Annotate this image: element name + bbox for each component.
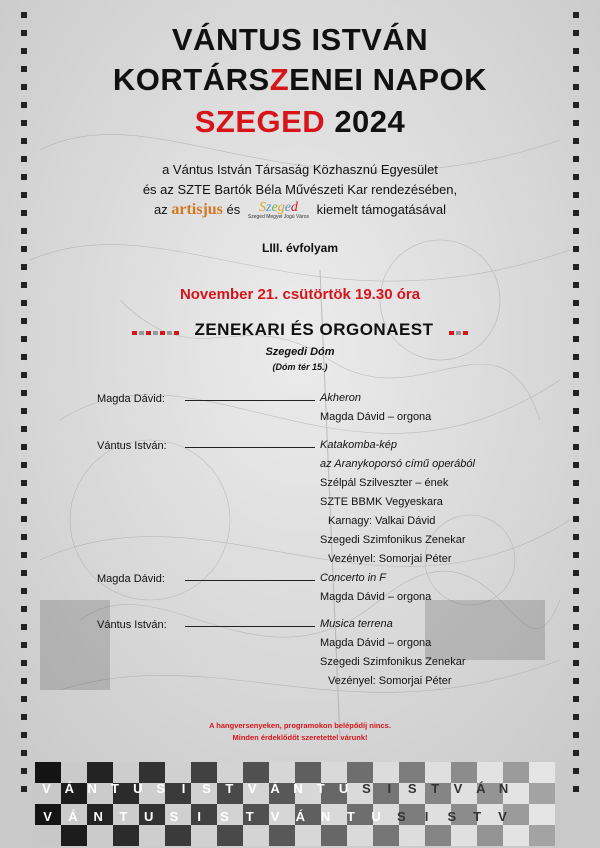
footer-letter: N xyxy=(320,809,331,824)
connector-line xyxy=(185,400,315,401)
checker-cell xyxy=(191,762,217,783)
footer-letter: I xyxy=(424,809,429,824)
artisjus-logo: artisjus xyxy=(171,201,223,218)
checker-cell xyxy=(295,825,321,846)
footer-letter: S xyxy=(202,781,211,796)
footer-letter: Á xyxy=(476,781,486,796)
dash-decoration-right xyxy=(448,322,469,340)
checker-cell xyxy=(87,825,113,846)
footer-letter: I xyxy=(387,781,392,796)
checker-cell xyxy=(451,825,477,846)
title-line-2: KORTÁRSZENEI NAPOK xyxy=(112,62,488,97)
checker-cell xyxy=(295,762,321,783)
checker-cell xyxy=(399,762,425,783)
event-date: November 21. csütörtök 19.30 óra xyxy=(179,286,421,303)
work-details: Akheron Magda Dávid – orgona xyxy=(320,392,432,423)
checker-cell xyxy=(87,762,113,783)
composer-name: Magda Dávid: xyxy=(97,573,165,585)
checker-cell xyxy=(477,762,503,783)
connector-line xyxy=(185,447,315,448)
checker-cell xyxy=(113,762,139,783)
checker-cell xyxy=(191,825,217,846)
title-line-3: SZEGED 2024 xyxy=(194,104,406,139)
checker-cell xyxy=(243,825,269,846)
footer-letter: T xyxy=(225,781,234,796)
checker-cell xyxy=(503,762,529,783)
volume-label: LIII. évfolyam xyxy=(261,241,339,255)
szeged-logo-word: Szeged xyxy=(259,200,298,216)
checker-cell xyxy=(321,762,347,783)
footer-letter: V xyxy=(43,809,52,824)
footer-letter: N xyxy=(93,809,103,824)
checker-cell xyxy=(269,762,295,783)
footer-letter: U xyxy=(338,781,349,796)
checker-cell xyxy=(269,825,295,846)
checker-cell xyxy=(529,762,555,783)
footer-letter: V xyxy=(247,781,257,796)
checker-cell xyxy=(61,825,87,846)
footer-letter: I xyxy=(197,809,202,824)
composer-name: Vántus István: xyxy=(97,440,167,452)
organizer-line: a Vántus István Társaság Közhasznú Egyesület xyxy=(162,162,438,177)
title-line-1: VÁNTUS ISTVÁN xyxy=(171,22,429,57)
checker-cell xyxy=(373,825,399,846)
footer-letters-row-2 xyxy=(35,809,515,824)
checker-cell xyxy=(503,825,529,846)
checker-cell xyxy=(347,825,373,846)
checker-cell xyxy=(451,762,477,783)
footer-letter: N xyxy=(498,781,509,796)
venue-name: Szegedi Dóm xyxy=(265,346,335,358)
footer-letter: V xyxy=(498,809,507,824)
footer-letter: V xyxy=(42,781,51,796)
admission-note: A hangversenyeken, programokon belépődíj nincs. Minden érdeklődőt szeretettel várunk! xyxy=(209,721,391,742)
work-details: Musica terrena Magda Dávid – orgona Szegedi Szimfonikus Zenekar Vezényel: Somorjai Péter xyxy=(320,618,466,687)
footer-letter: S xyxy=(397,809,406,824)
event-title: ZENEKARI ÉS ORGONAEST xyxy=(194,320,434,339)
footer-letter: S xyxy=(220,809,229,824)
footer-letter: U xyxy=(371,809,381,824)
footer-letter: Á xyxy=(270,781,280,796)
footer-letter: T xyxy=(119,809,128,824)
checker-cell xyxy=(217,762,243,783)
footer-letter: U xyxy=(144,809,154,824)
checker-cell xyxy=(529,804,555,825)
footer-letter: Á xyxy=(64,781,74,796)
dash-decoration-left xyxy=(131,322,180,340)
connector-line xyxy=(185,626,315,627)
footer-letter: T xyxy=(473,809,482,824)
footer-letter: S xyxy=(447,809,457,824)
checker-cell xyxy=(35,825,61,846)
checker-cell xyxy=(139,825,165,846)
footer-letter: I xyxy=(181,781,186,796)
footer-letter: U xyxy=(133,781,143,796)
footer-letter: V xyxy=(270,809,280,824)
work-details: Katakomba-kép az Aranykoporsó című operából Szélpál Szilveszter – ének SZTE BBMK Vegyeskara Karnagy: Valkai Dávid Szegedi Szimfonikus Zenekar Vezényel: Somorjai Péter xyxy=(320,439,475,565)
checker-cell xyxy=(217,825,243,846)
footer-letter: T xyxy=(431,781,440,796)
checker-cell xyxy=(35,762,61,783)
work-details: Concerto in F Magda Dávid – orgona xyxy=(320,572,432,603)
footer-letter: T xyxy=(245,809,254,824)
checker-cell xyxy=(425,762,451,783)
checker-cell xyxy=(373,762,399,783)
footer-letter: N xyxy=(87,781,97,796)
checker-cell xyxy=(61,762,87,783)
footer-letter: S xyxy=(169,809,179,824)
footer-letter: Á xyxy=(68,809,78,824)
footer-letter: T xyxy=(111,781,119,796)
checker-cell xyxy=(113,825,139,846)
footer-letter: Á xyxy=(295,809,305,824)
footer-letters-row-1 xyxy=(35,781,515,796)
composer-name: Magda Dávid: xyxy=(97,393,165,405)
checker-cell xyxy=(243,762,269,783)
checker-cell xyxy=(425,825,451,846)
footer-letter: S xyxy=(407,781,417,796)
checker-cell xyxy=(477,825,503,846)
connector-line xyxy=(185,580,315,581)
checker-cell xyxy=(529,825,555,846)
checker-cell xyxy=(529,783,555,804)
checker-cell xyxy=(139,762,165,783)
organizer-line-2: és az SZTE Bartók Béla Művészeti Kar rendezésében, xyxy=(142,182,458,197)
checker-cell xyxy=(321,825,347,846)
event-heading xyxy=(0,320,600,340)
footer-letter: S xyxy=(362,781,371,796)
sponsor-line: az artisjus és Szeged Szeged Megyei Jogú Város kiemelt támogatásával xyxy=(153,200,447,221)
checker-cell xyxy=(165,762,191,783)
footer-letter: N xyxy=(293,781,303,796)
footer-letter: T xyxy=(316,781,325,796)
checker-cell xyxy=(399,825,425,846)
composer-name: Vántus István: xyxy=(97,619,167,631)
footer-letter: S xyxy=(156,781,166,796)
checker-cell xyxy=(165,825,191,846)
venue-address: (Dóm tér 15.) xyxy=(272,362,328,372)
checker-cell xyxy=(347,762,373,783)
footer-letter: T xyxy=(346,809,355,824)
footer-letter: V xyxy=(453,781,463,796)
szeged-city-logo: Szeged Szeged Megyei Jogú Város xyxy=(247,200,310,221)
